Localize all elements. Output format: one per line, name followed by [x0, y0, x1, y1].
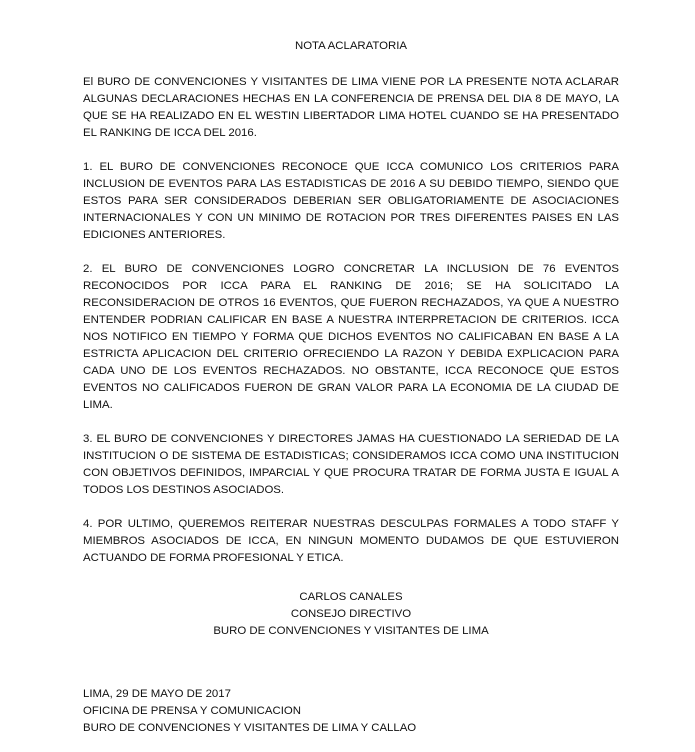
signatory-name: CARLOS CANALES — [299, 591, 403, 603]
point-4-paragraph: 4. POR ULTIMO, QUEREMOS REITERAR NUESTRAS DESCULPAS FORMALES A TODO STAFF Y MIEMBROS ASOCIADOS DE ICCA, EN NINGUN MOMENTO DUDAMOS DE QUE ESTUVIERON ACTUANDO DE FORMA PROFESIONAL Y ETICA. — [83, 518, 619, 564]
point-1-paragraph: 1. EL BURO DE CONVENCIONES RECONOCE QUE ICCA COMUNICO LOS CRITERIOS PARA INCLUSION DE EVENTOS PARA LAS ESTADISTICAS DE 2016 A SU DEBIDO TIEMPO, SIENDO QUE ESTOS PARA SER CONSIDERADOS DEBERIAN SER OBLIGATORIAMENTE DE ASOCIACIONES INTERNACIONALES Y CON UN MINIMO DE ROTACION POR TRES DIFERENTES PAISES EN LAS EDICIONES ANTERIORES. — [83, 161, 619, 241]
point-2-paragraph: 2. EL BURO DE CONVENCIONES LOGRO CONCRETAR LA INCLUSION DE 76 EVENTOS RECONOCIDOS POR ICCA PARA EL RANKING DE 2016; SE HA SOLICITADO LA RECONSIDERACION DE OTROS 16 EVENTOS, QUE FUERON RECHAZADOS, YA QUE A NUESTRO ENTENDER PODRIAN CALIFICAR EN BASE A NUESTRA INTERPRETACION DE CRITERIOS. ICCA NOS NOTIFICO EN TIEMPO Y FORMA QUE DICHOS EVENTOS NO CALIFICABAN EN BASE A LA ESTRICTA APLICACION DEL CRITERIO OFRECIENDO LA RAZON Y DEBIDA EXPLICACION PARA CADA UNO DE LOS EVENTOS RECHAZADOS. NO OBSTANTE, ICCA RECONOCE QUE ESTOS EVENTOS NO CALIFICADOS FUERON DE GRAN VALOR PARA LA ECONOMIA DE LA CIUDAD DE LIMA. — [83, 263, 619, 411]
document-title: NOTA ACLARATORIA — [294, 40, 408, 52]
signatory-role: CONSEJO DIRECTIVO — [290, 608, 412, 620]
signatory-organization: BURO DE CONVENCIONES Y VISITANTES DE LIMA — [213, 625, 489, 637]
footer-block — [83, 686, 619, 737]
signature-block — [83, 589, 619, 640]
point-3-paragraph: 3. EL BURO DE CONVENCIONES Y DIRECTORES JAMAS HA CUESTIONADO LA SERIEDAD DE LA INSTITUCION O DE SISTEMA DE ESTADISTICAS; CONSIDERAMOS ICCA COMO UNA INSTITUCION CON OBJETIVOS DEFINIDOS, IMPARCIAL Y QUE PROCURA TRATAR DE FORMA JUSTA E IGUAL A TODOS LOS DESTINOS ASOCIADOS. — [83, 433, 619, 496]
press-office: OFICINA DE PRENSA Y COMUNICACION — [83, 705, 301, 717]
document-page — [83, 38, 619, 737]
intro-paragraph: El BURO DE CONVENCIONES Y VISITANTES DE LIMA VIENE POR LA PRESENTE NOTA ACLARAR ALGUNAS DECLARACIONES HECHAS EN LA CONFERENCIA DE PRENSA DEL DIA 8 DE MAYO, LA QUE SE HA REALIZADO EN EL WESTIN LIBERTADOR LIMA HOTEL CUANDO SE HA PRESENTADO EL RANKING DE ICCA DEL 2016. — [83, 76, 619, 139]
place-date: LIMA, 29 DE MAYO DE 2017 — [83, 688, 231, 700]
footer-organization: BURO DE CONVENCIONES Y VISITANTES DE LIMA Y CALLAO — [83, 722, 417, 734]
